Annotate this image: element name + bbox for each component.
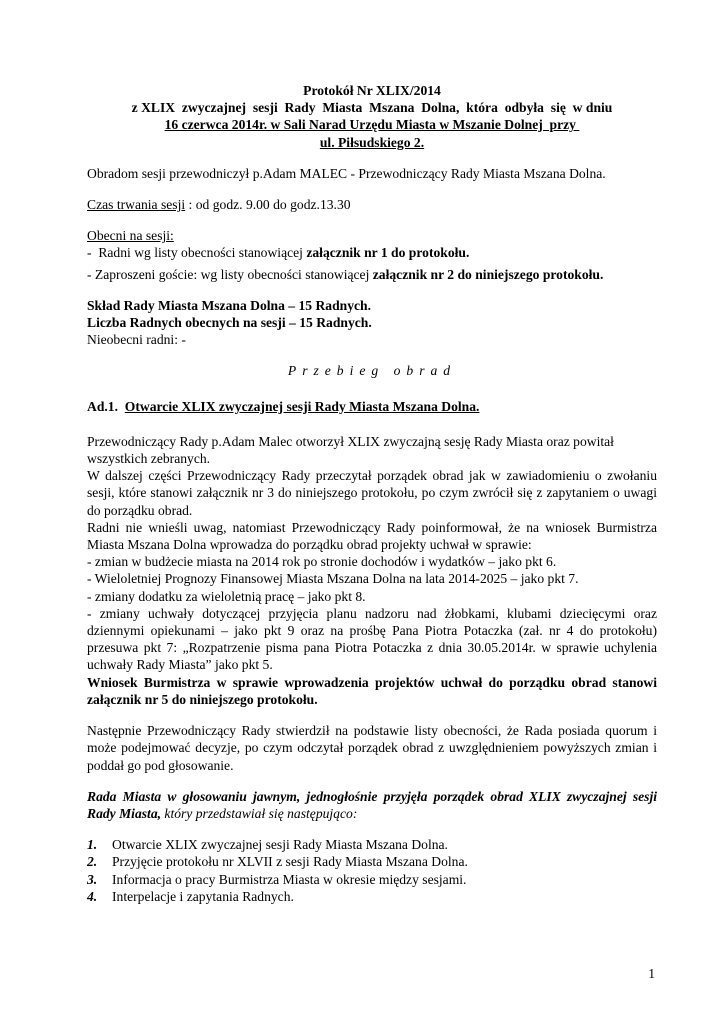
- date-place-line: 16 czerwca 2014r. w Sali Narad Urzędu Miasta w Mszanie Dolnej przy: [164, 117, 580, 133]
- agenda-read-paragraph: W dalszej części Przewodniczący Rady przeczytał porządek obrad jak w zawiadomieniu o zwołaniu sesji, które stanowi załącznik nr 3 do niniejszego protokołu, po czym zwrócił się z zapytaniem o uwagi do porządku obrad.: [87, 468, 657, 518]
- agenda-item-text: Informacja o pracy Burmistrza Miasta w okresie między sesjami.: [112, 871, 467, 887]
- vote-paragraph: [87, 788, 657, 822]
- present-guests-attachment: załącznik nr 2 do niniejszego protokołu.: [372, 266, 604, 282]
- agenda-item: [87, 836, 657, 853]
- change-item-wpf: - Wieloletniej Prognozy Finansowej Miasta Mszana Dolna na lata 2014-2025 – jako pkt 7.: [87, 571, 579, 587]
- przebieg-heading: Przebieg obrad: [287, 363, 457, 379]
- opening-paragraph: Przewodniczący Rady p.Adam Malec otworzył XLIX zwyczajną sesję Rady Miasta oraz powitał wszystkich zebranych.: [87, 433, 614, 467]
- change-item-budget: - zmian w budżecie miasta na 2014 rok po stronie dochodów i wydatków – jako pkt 6.: [87, 554, 557, 570]
- ad1-heading: [87, 398, 657, 415]
- protocol-title: Protokół Nr XLIX/2014: [303, 83, 441, 98]
- agenda-item-number: 1.: [87, 837, 98, 853]
- duration-value: : od godz. 9.00 do godz.13.30: [185, 197, 351, 213]
- document-content: [87, 82, 657, 905]
- session-line: z XLIX zwyczajnej sesji Rady Miasta Mszana Dolna, która odbyła się w dniu: [131, 100, 613, 116]
- present-guests-text: - Zaproszeni goście: wg listy obecności stanowiącej: [87, 266, 373, 282]
- agenda-item-text: Przyjęcie protokołu nr XLVII z sesji Rady Miasta Mszana Dolna.: [112, 854, 468, 870]
- composition-line: Skład Rady Miasta Mszana Dolna – 15 Radnych.: [87, 297, 372, 313]
- agenda-item-number: 3.: [87, 871, 98, 887]
- agenda-item-number: 2.: [87, 854, 98, 870]
- change-item-dodatek: - zmiany dodatku za wieloletnią pracę – jako pkt 8.: [87, 588, 366, 604]
- motion-note: Wniosek Burmistrza w sprawie wprowadzenia projektów uchwał do porządku obrad stanowi załącznik nr 5 do niniejszego protokołu.: [87, 674, 657, 707]
- change-item-nadzor: - zmiany uchwały dotyczącej przyjęcia planu nadzoru nad żłobkami, klubami dziecięcymi oraz dziennymi opiekunami – jako pkt 9 oraz na prośbę Pana Piotra Potaczka (zał. nr 4 do protokołu) przesuwa pkt 7: „Rozpatrzenie pisma pana Piotra Potaczka z dnia 30.05.2014r. w sprawie uchylenia uchwały Rady Miasta” jako pkt 5.: [87, 605, 657, 673]
- attendance-line: Liczba Radnych obecnych na sesji – 15 Radnych.: [87, 315, 372, 331]
- address-line: ul. Piłsudskiego 2.: [319, 134, 425, 150]
- agenda-item: [87, 853, 657, 870]
- duration-paragraph: [87, 196, 657, 213]
- agenda-item-text: Interpelacje i zapytania Radnych.: [112, 888, 294, 904]
- duration-label: Czas trwania sesji: [87, 197, 186, 213]
- vote-rest: który przedstawiał się następująco:: [161, 805, 358, 821]
- ad1-prefix: Ad.1.: [87, 398, 125, 414]
- chair-paragraph: Obradom sesji przewodniczył p.Adam MALEC - Przewodniczący Rady Miasta Mszana Dolna.: [87, 165, 606, 181]
- quorum-paragraph: Następnie Przewodniczący Rady stwierdził na podstawie listy obecności, że Rada posiada quorum i może podejmować decyzje, po czym odczytał porządek obrad z uwzględnieniem powyższych zmian i poddał go pod głosowanie.: [87, 723, 657, 773]
- agenda-item-text: Otwarcie XLIX zwyczajnej sesji Rady Miasta Mszana Dolna.: [112, 837, 448, 853]
- agenda-item: [87, 871, 657, 888]
- present-guests: [87, 266, 657, 283]
- ad1-title: Otwarcie XLIX zwyczajnej sesji Rady Miasta Mszana Dolna.: [124, 398, 480, 414]
- absent-line: Nieobecni radni: -: [87, 332, 186, 348]
- present-radni: [87, 244, 657, 261]
- page-number: 1: [648, 966, 655, 981]
- vote-result: Rada Miasta w głosowaniu jawnym, jednogłośnie przyjęła porządek obrad XLIX zwyczajnej sesji Rady Miasta,: [87, 788, 657, 821]
- present-radni-text: - Radni wg listy obecności stanowiącej: [87, 245, 307, 261]
- present-label: Obecni na sesji:: [87, 228, 174, 244]
- agenda-item-number: 4.: [87, 888, 98, 904]
- changes-intro-paragraph: Radni nie wnieśli uwag, natomiast Przewodniczący Rady poinformował, że na wniosek Burmistrza Miasta Mszana Dolna wprowadza do porządku obrad projekty uchwał w sprawie:: [87, 519, 657, 553]
- agenda-item: [87, 888, 657, 905]
- present-radni-attachment: załącznik nr 1 do protokołu.: [306, 245, 470, 261]
- agenda-list: [87, 836, 657, 905]
- protocol-header: [87, 82, 657, 151]
